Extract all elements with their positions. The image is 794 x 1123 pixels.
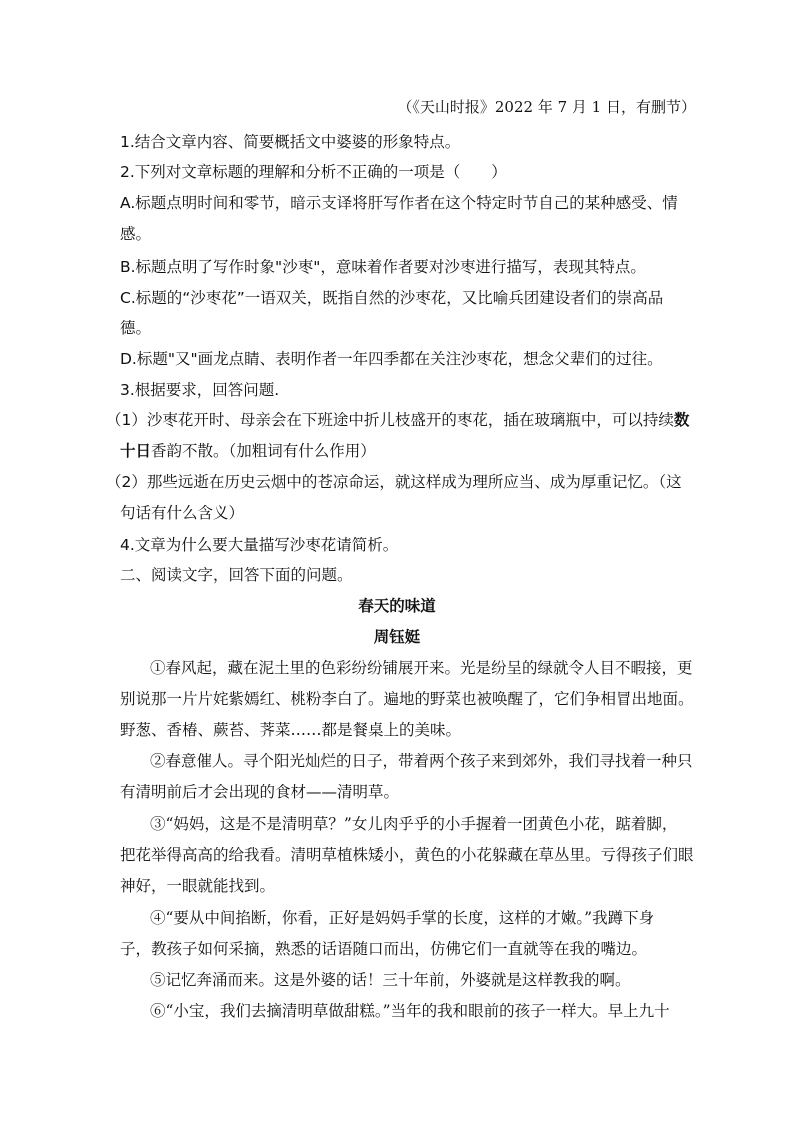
article-paragraph-3-line2: 把花举得高高的给我看。清明草植株矮小，黄色的小花躲藏在草丛里。亏得孩子们眼 — [120, 846, 694, 864]
article-paragraph-4-line1: ④“要从中间掐断，你看，正好是妈妈手掌的长度，这样的才嫩。”我蹲下身 — [150, 909, 655, 927]
article-paragraph-6-line1: ⑥“小宝，我们去摘清明草做甜糕。”当年的我和眼前的孩子一样大。早上九十 — [150, 1002, 670, 1020]
question-3-1-text: （1）沙枣花开时、母亲会在下班途中折儿枝盛开的枣花，插在玻璃瓶中，可以持续 — [106, 411, 674, 429]
question-3-1-text-cont: 香韵不散。（加粗词有什么作用） — [151, 442, 376, 460]
article-paragraph-1-line2: 别说那一片片姹紫嫣红、桃粉李白了。遍地的野菜也被唤醒了，它们争相冒出地面。 — [120, 690, 694, 708]
question-2-option-c-line1: C.标题的“沙枣花”一语双关，既指自然的沙枣花，又比喻兵团建设者们的崇高品 — [120, 289, 664, 307]
question-2-option-b: B.标题点明了写作时象"沙枣"，意味着作者要对沙枣进行描写，表现其特点。 — [120, 258, 646, 276]
article-paragraph-3-line3: 神好，一眼就能找到。 — [120, 877, 276, 895]
question-3-1-line1 — [106, 408, 689, 430]
question-2-option-c-line2: 德。 — [120, 319, 152, 337]
question-3-1-bold-word-cont: 十日 — [120, 442, 152, 460]
article-paragraph-1-line3: 野葱、香椿、蕨苔、荠菜……都是餐桌上的美味。 — [120, 721, 462, 739]
question-3: 3.根据要求，回答问题. — [120, 381, 280, 399]
article-paragraph-3-line1: ③“妈妈，这是不是清明草？”女儿肉乎乎的小手握着一团黄色小花，踮着脚， — [150, 815, 678, 833]
question-3-2-line1: （2）那些远逝在历史云烟中的苍凉命运，就这样成为理所应当、成为厚重记忆。（这 — [106, 473, 682, 491]
article-paragraph-5-line1: ⑤记忆奔涌而来。这是外婆的话！三十年前，外婆就是这样教我的啊。 — [150, 971, 631, 989]
article-paragraph-4-line2: 子，教孩子如何采摘，熟悉的话语随口而出，仿佛它们一直就等在我的嘴边。 — [120, 940, 648, 958]
section-2-heading: 二、阅读文字，回答下面的问题。 — [120, 566, 353, 584]
article-paragraph-1-line1: ①春风起，藏在泥土里的色彩纷纷铺展开来。光是纷呈的绿就令人目不暇接，更 — [150, 659, 693, 677]
article-paragraph-2-line2: 有清明前后才会出现的食材——清明草。 — [120, 783, 400, 801]
question-4: 4.文章为什么要大量描写沙枣花请简析。 — [120, 536, 399, 554]
source-note: （《天山时报》2022 年 7 月 1 日，有删节） — [397, 98, 696, 116]
question-2-option-a-line1: A.标题点明时间和零节，暗示支译将肝写作者在这个特定时节自己的某种感受、情 — [120, 194, 678, 212]
article-paragraph-2-line1: ②春意催人。寻个阳光灿烂的日子，带着两个孩子来到郊外，我们寻找着一种只 — [150, 752, 693, 770]
article-author: 周钰娗 — [373, 627, 421, 646]
question-2-option-a-line2: 感。 — [120, 225, 152, 243]
question-3-2-line2: 句话有什么含义） — [120, 504, 245, 522]
question-2: 2.下列对文章标题的理解和分析不正确的一项是（ ） — [120, 163, 507, 181]
question-1: 1.结合文章内容、简要概括文中婆婆的形象特点。 — [120, 133, 461, 151]
article-title: 春天的味道 — [358, 596, 436, 615]
question-3-1-line2 — [120, 439, 376, 461]
question-3-1-bold-word: 数 — [673, 411, 690, 429]
question-2-option-d: D.标题"又"画龙点睛、表明作者一年四季都在关注沙枣花，想念父辈们的过往。 — [120, 350, 663, 368]
